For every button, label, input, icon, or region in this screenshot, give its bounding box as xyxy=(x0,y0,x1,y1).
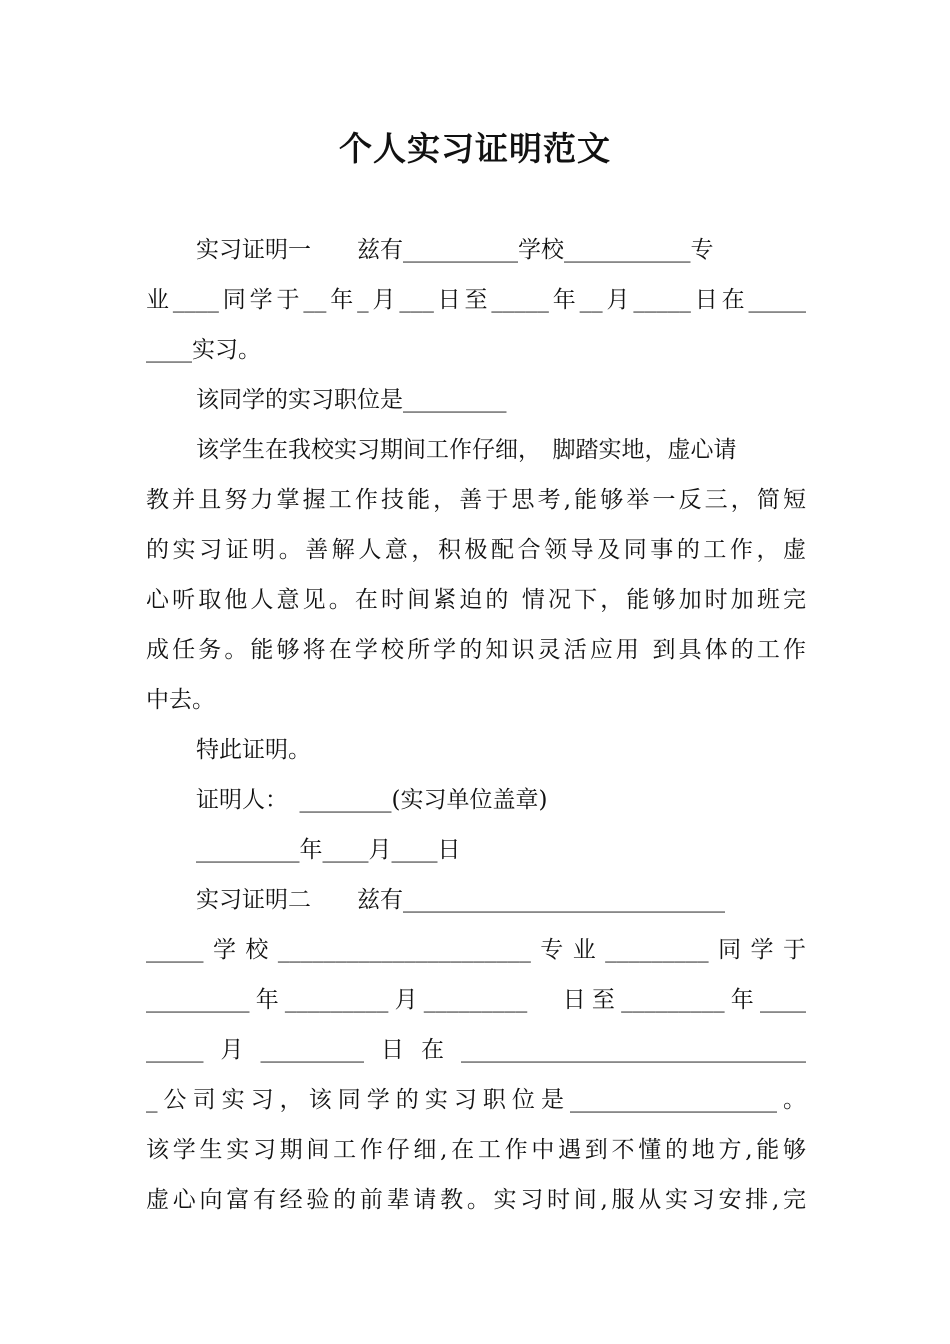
text-line: 实习证明一 兹有__________学校___________专 xyxy=(196,237,714,263)
text-line: 成任务。能够将在学校所学的知识灵活应用 到具体的工作 xyxy=(146,637,806,663)
text-line: 中去。 xyxy=(146,687,215,713)
text-line: _公司实习，该同学的实习职位是__________________。 xyxy=(146,1087,806,1113)
text-line: _________年____月____日 xyxy=(196,837,461,863)
text-line: 的实习证明。善解人意，积极配合领导及同事的工作，虚 xyxy=(146,537,806,563)
text-line: 该同学的实习职位是_________ xyxy=(196,387,507,413)
text-line: _________年_________月_________ 日至_________年____ xyxy=(146,987,806,1013)
text-line: _____月_________日在______________________________ xyxy=(146,1037,806,1063)
text-line: _____学校______________________专业_________同学于 xyxy=(146,937,806,963)
text-line: ____实习。 xyxy=(146,337,261,363)
text-line: 证明人： ________(实习单位盖章) xyxy=(196,787,548,813)
text-line: 业____同学于__年_月___日至_____年__月_____日在_____ xyxy=(146,287,806,313)
text-line: 教并且努力掌握工作技能，善于思考,能够举一反三，简短 xyxy=(146,487,806,513)
text-line: 该学生在我校实习期间工作仔细， 脚踏实地，虚心请 xyxy=(196,437,737,463)
text-line: 该学生实习期间工作仔细,在工作中遇到不懂的地方,能够 xyxy=(146,1137,806,1163)
text-line: 虚心向富有经验的前辈请教。实习时间,服从实习安排,完 xyxy=(146,1187,806,1213)
document-title: 个人实习证明范文 xyxy=(339,129,611,168)
text-line: 实习证明二 兹有____________________________ xyxy=(196,887,725,913)
document-body xyxy=(146,225,806,1225)
text-line: 心听取他人意见。在时间紧迫的 情况下，能够加时加班完 xyxy=(146,587,806,613)
text-line: 特此证明。 xyxy=(196,737,311,763)
